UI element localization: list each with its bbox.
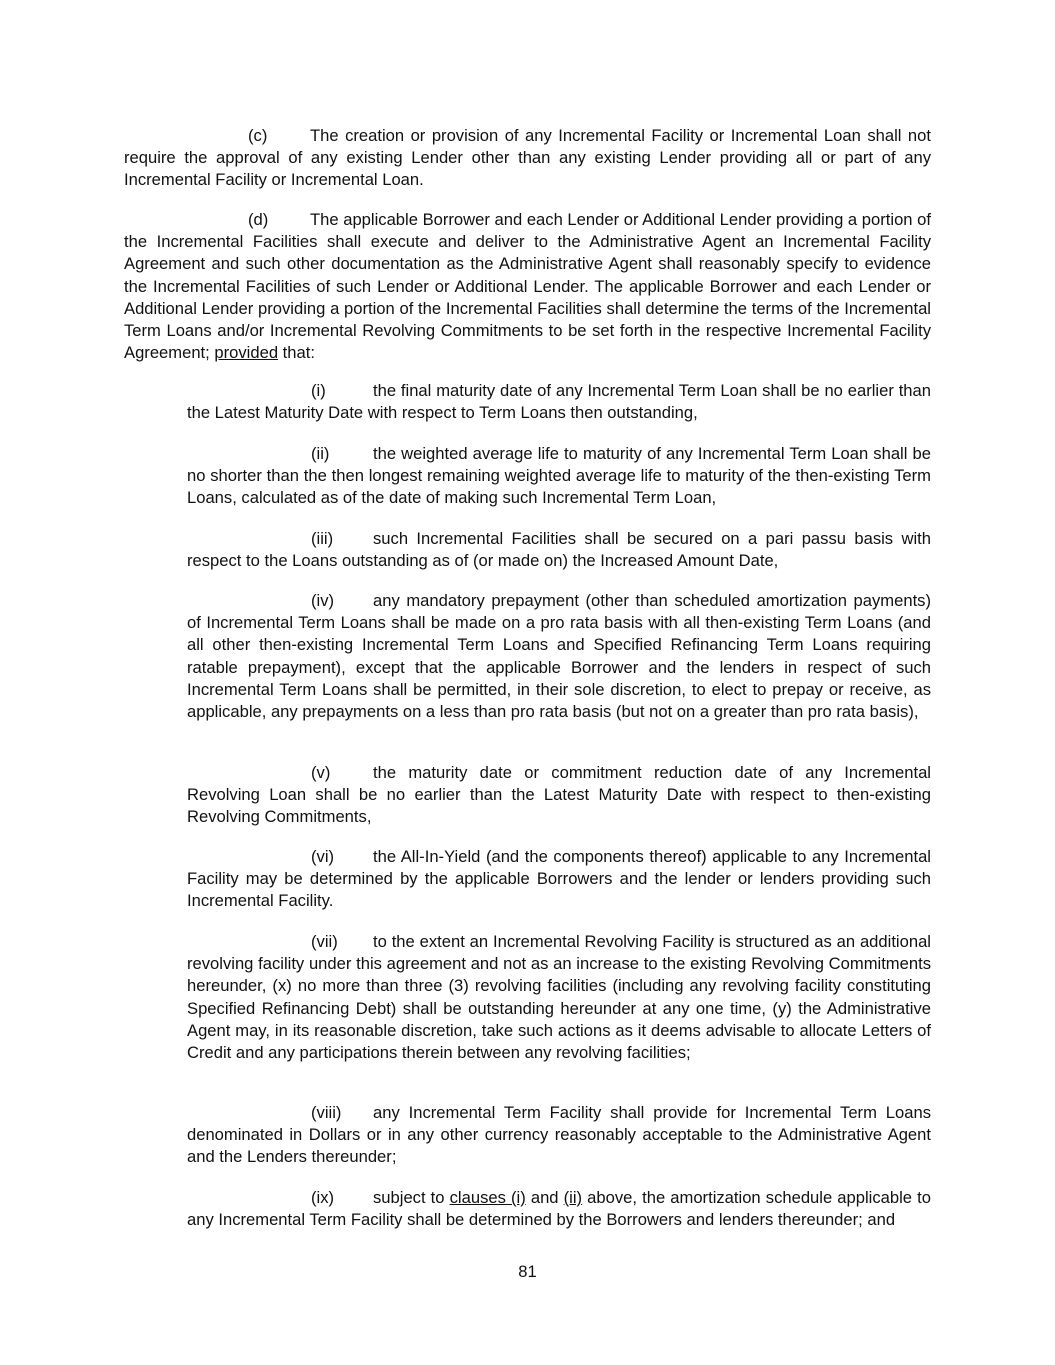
clause-vii <box>187 931 931 1064</box>
clause-text: subject to <box>373 1188 450 1207</box>
clause-label: (ii) <box>311 444 330 463</box>
clause-label: (i) <box>311 381 326 400</box>
clause-label: (vi) <box>311 847 335 866</box>
clause-label: (iii) <box>311 529 334 548</box>
clause-iv <box>187 590 931 723</box>
paragraph-text-end: that: <box>278 343 315 363</box>
page-number: 81 <box>518 1262 537 1281</box>
paragraph-text: The applicable Borrower and each Lender or Additional Lender providing a portion of the Incremental Facilities shall execute and deliver to the Administrative Agent an Incremental Facility Agreement and such other documentation as the Administrative Agent shall reasonably specify to evidence the Incremental Facilities of such Lender or Additional Lender. The applicable Borrower and each Lender or Additional Lender providing a portion of the Incremental Facilities shall determine the terms of the Incremental Term Loans and/or Incremental Revolving Commitments to be set forth in the respective Incremental Facility Agreement; <box>124 210 931 363</box>
clause-ii <box>187 443 931 510</box>
clause-reference-i: clauses (i) <box>449 1188 526 1207</box>
clause-text: the All-In-Yield (and the components thereof) applicable to any Incremental Facility may be determined by the applicable Borrowers and the lender or lenders providing such Incremental Facility. <box>187 847 931 911</box>
clause-label: (v) <box>311 763 331 782</box>
clause-iii <box>187 528 931 572</box>
provided-term: provided <box>214 343 279 363</box>
clause-text: such Incremental Facilities shall be secured on a pari passu basis with respect to the Loans outstanding as of (or made on) the Increased Amount Date, <box>187 529 931 571</box>
clause-label: (ix) <box>311 1188 335 1207</box>
clause-text-and: and <box>525 1188 564 1207</box>
clause-text-end: above, the amortization schedule applicable to any Incremental Term Facility shall be determined by the Borrowers and lenders thereunder; and <box>187 1188 931 1230</box>
paragraph-label: (c) <box>248 126 268 145</box>
clause-vi <box>187 846 931 913</box>
clause-ix <box>187 1187 931 1231</box>
paragraph-text: The creation or provision of any Incremental Facility or Incremental Loan shall not require the approval of any existing Lender other than any existing Lender providing all or part of any Incremental Facility or Incremental Loan. <box>124 126 931 190</box>
clause-text: any Incremental Term Facility shall provide for Incremental Term Loans denominated in Dollars or in any other currency reasonably acceptable to the Administrative Agent and the Lenders thereunder; <box>187 1103 931 1167</box>
clause-text: the weighted average life to maturity of any Incremental Term Loan shall be no shorter than the then longest remaining weighted average life to maturity of the then-existing Term Loans, calculated as of the date of making such Incremental Term Loan, <box>187 444 931 508</box>
paragraph-d <box>124 209 931 364</box>
clause-reference-ii: (ii) <box>563 1188 583 1207</box>
clause-label: (viii) <box>311 1103 342 1122</box>
clause-viii <box>187 1102 931 1169</box>
clause-text: any mandatory prepayment (other than scheduled amortization payments) of Incremental Term Loans shall be made on a pro rata basis with all then-existing Term Loans (and all other then-existing Incremental Term Loans and Specified Refinancing Term Loans requiring ratable prepayment), except that the applicable Borrower and the lenders in respect of such Incremental Term Loans shall be permitted, in their sole discretion, to elect to prepay or receive, as applicable, any prepayments on a less than pro rata basis (but not on a greater than pro rata basis), <box>187 591 931 722</box>
clause-text: the maturity date or commitment reduction date of any Incremental Revolving Loan shall be no earlier than the Latest Maturity Date with respect to then-existing Revolving Commitments, <box>187 763 931 827</box>
paragraph-label: (d) <box>248 210 269 229</box>
clause-label: (vii) <box>311 932 338 951</box>
clause-label: (iv) <box>311 591 335 610</box>
clause-text: to the extent an Incremental Revolving Facility is structured as an additional revolving facility under this agreement and not as an increase to the existing Revolving Commitments hereunder, (x) no more than three (3) revolving facilities (including any revolving facility constituting Specified Refinancing Debt) shall be outstanding hereunder at any one time, (y) the Administrative Agent may, in its reasonable discretion, take such actions as it deems advisable to allocate Letters of Credit and any participations therein between any revolving facilities; <box>187 932 931 1063</box>
clause-i <box>187 380 931 424</box>
paragraph-c <box>124 125 931 192</box>
clause-v <box>187 762 931 829</box>
clause-text: the final maturity date of any Incremental Term Loan shall be no earlier than the Latest Maturity Date with respect to Term Loans then outstanding, <box>187 381 931 423</box>
